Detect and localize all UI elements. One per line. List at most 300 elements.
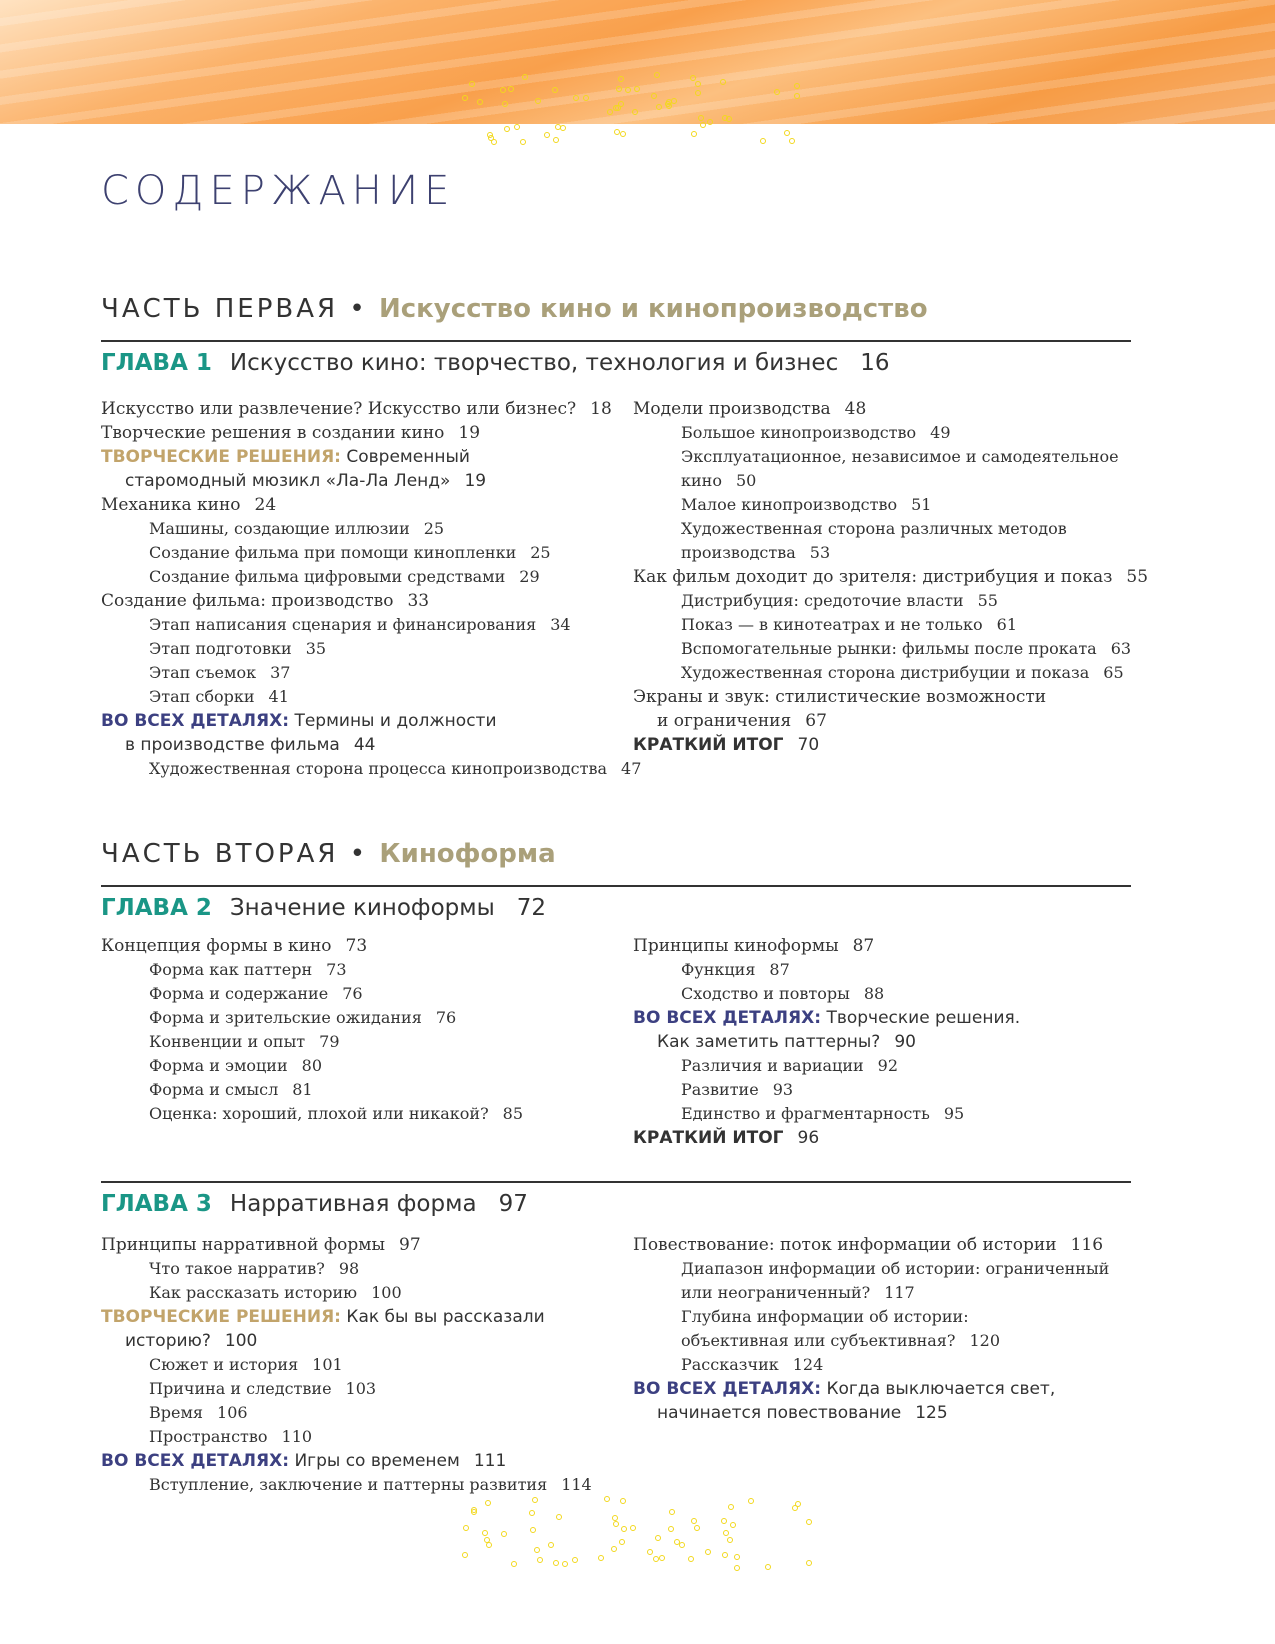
entry-page: 120	[969, 1331, 1000, 1350]
entry-page: 79	[319, 1032, 340, 1051]
entry-page: 81	[292, 1080, 313, 1099]
entry-title: Термины и должности	[294, 711, 497, 731]
toc-column	[633, 934, 1020, 1150]
entry-page: 65	[1103, 663, 1124, 682]
toc-entry[interactable]	[101, 397, 641, 421]
entry-continuation	[681, 541, 1148, 565]
toc-entry[interactable]	[101, 934, 523, 958]
dot	[688, 1556, 694, 1562]
toc-entry[interactable]	[101, 1425, 592, 1449]
entry-page: 90	[894, 1032, 916, 1052]
entry-title: Единство и фрагментарность	[681, 1104, 930, 1123]
dot	[469, 81, 475, 87]
dot	[508, 86, 514, 92]
entry-title: Форма и содержание	[149, 984, 329, 1003]
entry-title-cont: старомодный мюзикл «Ла-Ла Ленд»	[125, 471, 451, 491]
entry-title: Оценка: хороший, плохой или никакой?	[149, 1104, 489, 1123]
toc-entry[interactable]	[101, 1078, 523, 1102]
dot	[520, 139, 526, 145]
toc-entry[interactable]	[633, 1377, 1109, 1425]
dot	[553, 1560, 559, 1566]
entry-title-cont: в производстве фильма	[125, 735, 340, 755]
entry-page: 87	[852, 936, 875, 956]
toc-entry[interactable]	[101, 637, 641, 661]
entry-page: 110	[281, 1427, 313, 1446]
entry-title-cont: Как заметить паттерны?	[657, 1032, 881, 1052]
entry-page: 124	[792, 1355, 824, 1374]
dot	[774, 89, 780, 95]
dot	[653, 1556, 659, 1562]
entry-title: Различия и вариации	[681, 1056, 864, 1075]
entry-title-cont: историю?	[125, 1331, 211, 1351]
dot	[556, 1514, 562, 1520]
toc-entry[interactable]	[101, 1006, 523, 1030]
dot	[604, 1496, 610, 1502]
entry-title: Малое кинопроизводство	[681, 495, 898, 514]
special-label: ВО ВСЕХ ДЕТАЛЯХ:	[633, 1379, 822, 1399]
dot	[730, 1522, 736, 1528]
entry-title: Что такое нарратив?	[149, 1259, 325, 1278]
dot	[530, 1527, 536, 1533]
toc-column	[101, 934, 523, 1126]
entry-continuation	[681, 1329, 1109, 1353]
entry-page: 50	[735, 471, 757, 490]
toc-entry[interactable]	[633, 1006, 1020, 1054]
entry-page: 35	[305, 639, 327, 658]
toc-entry[interactable]	[633, 1257, 1109, 1305]
dot	[620, 1498, 626, 1504]
toc-column	[101, 397, 641, 781]
dot	[632, 109, 638, 115]
dot	[613, 1521, 619, 1527]
dot	[666, 103, 672, 109]
dot	[572, 1557, 578, 1563]
entry-page: 100	[371, 1283, 402, 1302]
entry-title: Этап написания сценария и финансирования	[149, 615, 537, 634]
entry-page: 76	[435, 1008, 457, 1027]
entry-page: 97	[399, 1235, 421, 1255]
entry-title: Создание фильма цифровыми средствами	[149, 567, 506, 586]
toc-entry[interactable]	[101, 613, 641, 637]
entry-title-cont: производства	[681, 543, 796, 562]
entry-title-cont: начинается повествование	[657, 1403, 902, 1423]
dot	[705, 1549, 711, 1555]
entry-continuation	[633, 1401, 1109, 1425]
toc-entry[interactable]	[633, 493, 1148, 517]
entry-page: 19	[464, 471, 487, 491]
toc-entry[interactable]	[633, 685, 1148, 733]
dot	[695, 81, 701, 87]
entry-title: Этап подготовки	[149, 639, 292, 658]
entry-page: 34	[550, 615, 571, 634]
toc-entry[interactable]	[101, 1353, 592, 1377]
toc-entry[interactable]	[633, 982, 1020, 1006]
chapter-label: ГЛАВА 2	[101, 895, 212, 921]
toc-entry[interactable]	[101, 661, 641, 685]
toc-entry[interactable]	[101, 1233, 592, 1257]
decorative-dots-top	[460, 70, 820, 150]
entry-title: Когда выключается свет,	[826, 1379, 1056, 1399]
toc-entry[interactable]	[633, 589, 1148, 613]
entry-page: 47	[621, 759, 642, 778]
dot	[707, 119, 713, 125]
toc-entry[interactable]	[101, 982, 523, 1006]
toc-entry[interactable]	[633, 421, 1148, 445]
chapter-page: 72	[516, 895, 547, 921]
dot	[537, 1557, 543, 1563]
toc-entry[interactable]	[633, 1126, 1020, 1150]
toc-entry[interactable]	[101, 1473, 592, 1497]
dot	[482, 1530, 488, 1536]
dot	[621, 1526, 627, 1532]
entry-title: Модели производства	[633, 399, 831, 419]
toc-entry[interactable]	[101, 757, 641, 781]
toc-entry[interactable]	[101, 565, 641, 589]
entry-title: Этап сборки	[149, 687, 255, 706]
entry-page: 96	[797, 1128, 820, 1148]
entry-title: Пространство	[149, 1427, 268, 1446]
divider	[101, 1181, 1131, 1183]
dot	[630, 1525, 636, 1531]
chapter-page: 16	[860, 350, 890, 376]
entry-page: 114	[561, 1475, 592, 1494]
dot	[654, 72, 660, 78]
entry-title: Вступление, заключение и паттерны развития	[149, 1475, 548, 1494]
toc-column	[633, 397, 1148, 757]
entry-page: 48	[844, 399, 867, 419]
entry-title: Этап съемок	[149, 663, 257, 682]
dot	[491, 139, 497, 145]
dot	[611, 1546, 617, 1552]
entry-page: 95	[943, 1104, 965, 1123]
chapter-1-heading	[101, 350, 890, 376]
entry-title: Как бы вы рассказали	[346, 1307, 545, 1327]
dot	[760, 138, 766, 144]
dot	[806, 1560, 812, 1566]
dot	[529, 1510, 535, 1516]
toc-entry[interactable]	[633, 934, 1020, 958]
toc-column	[101, 1233, 592, 1497]
entry-title: Форма и эмоции	[149, 1056, 288, 1075]
dot	[618, 76, 624, 82]
toc-entry[interactable]	[101, 709, 641, 757]
chapter-title: Значение киноформы	[229, 895, 495, 921]
dot	[721, 1518, 727, 1524]
toc-entry[interactable]	[101, 517, 641, 541]
entry-page: 25	[530, 543, 551, 562]
entry-title: Рассказчик	[681, 1355, 779, 1374]
entry-page: 51	[911, 495, 932, 514]
toc-entry[interactable]	[633, 1353, 1109, 1377]
dot	[794, 83, 800, 89]
entry-title: Механика кино	[101, 495, 241, 515]
chapter-label: ГЛАВА 1	[101, 350, 212, 376]
entry-title: Принципы киноформы	[633, 936, 839, 956]
entry-page: 117	[884, 1283, 915, 1302]
dot	[765, 1564, 771, 1570]
dot	[534, 1547, 540, 1553]
toc-entry[interactable]	[101, 1449, 592, 1473]
dot	[679, 1542, 685, 1548]
part-1-heading: ЧАСТЬ ПЕРВАЯ • Искусство кино и кинопроизводство	[101, 294, 928, 324]
entry-page: 101	[312, 1355, 343, 1374]
dot	[620, 131, 626, 137]
dot	[656, 104, 662, 110]
entry-continuation	[101, 733, 641, 757]
dot	[734, 1554, 740, 1560]
entry-page: 73	[326, 960, 347, 979]
toc-entry[interactable]	[633, 565, 1148, 589]
entry-title: Сюжет и история	[149, 1355, 299, 1374]
entry-title: Современный	[346, 447, 470, 467]
dot	[792, 1505, 798, 1511]
toc-entry[interactable]	[101, 1281, 592, 1305]
part-title: Киноформа	[379, 839, 556, 869]
toc-entry[interactable]	[633, 661, 1148, 685]
dot	[548, 1542, 554, 1548]
dot	[659, 1555, 665, 1561]
toc-entry[interactable]	[101, 493, 641, 517]
dot	[669, 1509, 675, 1515]
toc-entry[interactable]	[633, 637, 1148, 661]
entry-title: Сходство и повторы	[681, 984, 850, 1003]
entry-page: 76	[342, 984, 363, 1003]
entry-title: Экраны и звук: стилистические возможности	[633, 687, 1047, 707]
dot	[583, 95, 589, 101]
entry-page: 106	[217, 1403, 248, 1422]
dot	[655, 1535, 661, 1541]
entry-page: 63	[1110, 639, 1132, 658]
entry-page: 37	[270, 663, 291, 682]
entry-page: 19	[458, 423, 481, 443]
dot	[502, 101, 508, 107]
entry-page: 85	[502, 1104, 524, 1123]
entry-title-cont: и ограничения	[657, 711, 792, 731]
dot	[789, 138, 795, 144]
toc-entry[interactable]	[633, 613, 1148, 637]
entry-title: Большое кинопроизводство	[681, 423, 917, 442]
divider	[101, 885, 1131, 887]
toc-entry[interactable]	[633, 1078, 1020, 1102]
dot	[748, 1498, 754, 1504]
entry-title-cont: кино	[681, 471, 722, 490]
dot	[471, 1509, 477, 1515]
toc-entry[interactable]	[101, 685, 641, 709]
dot	[619, 1539, 625, 1545]
toc-entry[interactable]	[101, 1305, 592, 1353]
dot	[486, 1542, 492, 1548]
entry-page: 41	[268, 687, 289, 706]
dot	[511, 1561, 517, 1567]
toc-entry[interactable]	[633, 1102, 1020, 1126]
entry-title: Как рассказать историю	[149, 1283, 358, 1302]
entry-page: 87	[769, 960, 790, 979]
entry-title: Время	[149, 1403, 204, 1422]
page-title: СОДЕРЖАНИЕ	[101, 168, 456, 214]
entry-page: 93	[772, 1080, 794, 1099]
entry-page: 100	[224, 1331, 258, 1351]
toc-entry[interactable]	[101, 1377, 592, 1401]
toc-entry[interactable]	[101, 421, 641, 445]
part-label: ЧАСТЬ ВТОРАЯ	[101, 839, 339, 869]
chapter-title: Искусство кино: творчество, технология и бизнес	[229, 350, 839, 376]
entry-continuation	[101, 469, 641, 493]
chapter-3-heading	[101, 1191, 528, 1217]
toc-entry[interactable]	[101, 445, 641, 493]
toc-entry[interactable]	[101, 1102, 523, 1126]
toc-entry[interactable]	[101, 589, 641, 613]
special-label: КРАТКИЙ ИТОГ	[633, 1128, 784, 1148]
entry-page: 55	[1126, 567, 1149, 587]
entry-title: Форма как паттерн	[149, 960, 313, 979]
toc-entry[interactable]	[633, 445, 1148, 493]
entry-continuation	[681, 469, 1148, 493]
chapter-2-heading	[101, 895, 546, 921]
dot	[598, 1555, 604, 1561]
entry-page: 25	[423, 519, 445, 538]
entry-page: 29	[519, 567, 540, 586]
entry-title: Форма и смысл	[149, 1080, 279, 1099]
special-label: КРАТКИЙ ИТОГ	[633, 735, 784, 755]
dot	[671, 98, 677, 104]
dot	[722, 115, 728, 121]
dot	[651, 93, 657, 99]
dot	[463, 1525, 469, 1531]
part-title: Искусство кино и кинопроизводство	[378, 294, 928, 324]
dot	[734, 1565, 740, 1571]
dot	[794, 93, 800, 99]
entry-page: 61	[996, 615, 1017, 634]
dot	[722, 1552, 728, 1558]
entry-page: 98	[338, 1259, 360, 1278]
entry-continuation	[633, 709, 1148, 733]
entry-page: 111	[473, 1451, 507, 1471]
toc-entry[interactable]	[633, 397, 1148, 421]
entry-title: Художественная сторона дистрибуции и показа	[681, 663, 1090, 682]
dot	[691, 1518, 697, 1524]
entry-title: Вспомогательные рынки: фильмы после проката	[681, 639, 1097, 658]
divider	[101, 340, 1131, 342]
entry-page: 73	[345, 936, 368, 956]
special-label: ВО ВСЕХ ДЕТАЛЯХ:	[633, 1008, 822, 1028]
dot	[477, 99, 483, 105]
entry-title: Творческие решения в создании кино	[101, 423, 445, 443]
entry-page: 44	[353, 735, 376, 755]
entry-title: Конвенции и опыт	[149, 1032, 306, 1051]
dot	[522, 74, 528, 80]
chapter-label: ГЛАВА 3	[101, 1191, 212, 1217]
dot	[555, 124, 561, 130]
dot	[535, 98, 541, 104]
chapter-page: 97	[498, 1191, 528, 1217]
entry-page: 70	[797, 735, 820, 755]
entry-title: Машины, создающие иллюзии	[149, 519, 410, 538]
entry-page: 18	[590, 399, 612, 419]
dot	[723, 1530, 729, 1536]
entry-page: 92	[877, 1056, 898, 1075]
dot	[462, 1552, 468, 1558]
entry-page: 49	[930, 423, 951, 442]
entry-title: Принципы нарративной формы	[101, 1235, 386, 1255]
entry-title: Функция	[681, 960, 756, 979]
entry-title: Дистрибуция: средоточие власти	[681, 591, 964, 610]
chapter-title: Нарративная форма	[229, 1191, 477, 1217]
toc-entry[interactable]	[633, 958, 1020, 982]
dot	[634, 86, 640, 92]
entry-continuation	[681, 1281, 1109, 1305]
dot	[514, 124, 520, 130]
entry-page: 103	[345, 1379, 377, 1398]
dot	[720, 79, 726, 85]
entry-continuation	[633, 1030, 1020, 1054]
special-label: ВО ВСЕХ ДЕТАЛЯХ:	[101, 1451, 290, 1471]
entry-title: Повествование: поток информации об истории	[633, 1235, 1057, 1255]
entry-title: Развитие	[681, 1080, 759, 1099]
toc-entry[interactable]	[101, 1257, 592, 1281]
dot	[573, 95, 579, 101]
dot	[698, 115, 704, 121]
part-label: ЧАСТЬ ПЕРВАЯ	[101, 294, 339, 324]
entry-page: 80	[301, 1056, 322, 1075]
dot	[462, 95, 468, 101]
dot	[504, 126, 510, 132]
dot	[806, 1519, 812, 1525]
toc-entry[interactable]	[101, 541, 641, 565]
entry-title: Создание фильма при помощи кинопленки	[149, 543, 517, 562]
toc-entry[interactable]	[101, 1401, 592, 1425]
entry-title: Искусство или развлечение? Искусство или бизнес?	[101, 399, 577, 419]
entry-title: Концепция формы в кино	[101, 936, 332, 956]
dot	[485, 1500, 491, 1506]
toc-entry[interactable]	[633, 1233, 1109, 1257]
entry-title: Эксплуатационное, независимое и самодеятельное	[681, 447, 1119, 466]
special-label: ТВОРЧЕСКИЕ РЕШЕНИЯ:	[101, 1307, 341, 1327]
dot	[618, 101, 624, 107]
dot	[532, 1497, 538, 1503]
toc-entry[interactable]	[633, 1305, 1109, 1353]
toc-entry[interactable]	[633, 1054, 1020, 1078]
entry-title: Творческие решения.	[826, 1008, 1021, 1028]
entry-page: 55	[977, 591, 998, 610]
special-label: ТВОРЧЕСКИЕ РЕШЕНИЯ:	[101, 447, 341, 467]
decorative-dots-bottom	[460, 1495, 820, 1575]
entry-title: Художественная сторона различных методов	[681, 519, 1067, 538]
entry-page: 53	[809, 543, 831, 562]
dot	[694, 1525, 700, 1531]
entry-title: Глубина информации об истории:	[681, 1307, 969, 1326]
entry-title: Причина и следствие	[149, 1379, 332, 1398]
toc-entry[interactable]	[101, 1054, 523, 1078]
dot	[614, 129, 620, 135]
dot	[625, 87, 631, 93]
toc-entry[interactable]	[101, 1030, 523, 1054]
entry-title: Создание фильма: производство	[101, 591, 394, 611]
toc-entry[interactable]	[633, 517, 1148, 565]
entry-title: Форма и зрительские ожидания	[149, 1008, 422, 1027]
dot	[691, 131, 697, 137]
dot	[695, 90, 701, 96]
dot	[700, 122, 706, 128]
dot	[562, 1561, 568, 1567]
dot	[690, 75, 696, 81]
entry-title-cont: или неограниченный?	[681, 1283, 871, 1302]
dot	[544, 132, 550, 138]
toc-entry[interactable]	[101, 958, 523, 982]
dot	[668, 1526, 674, 1532]
entry-continuation	[101, 1329, 592, 1353]
dot	[647, 1549, 653, 1555]
toc-entry[interactable]	[633, 733, 1148, 757]
